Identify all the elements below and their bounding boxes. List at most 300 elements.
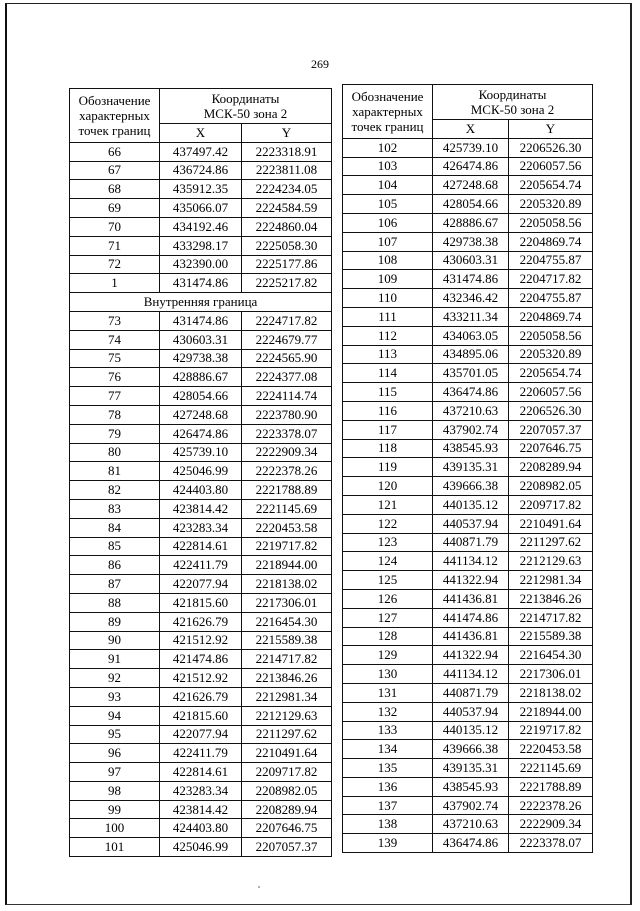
table-row bbox=[70, 763, 332, 782]
x-coordinate-cell: 424403.80 bbox=[160, 819, 242, 838]
x-coordinate-cell: 440537.94 bbox=[433, 702, 509, 721]
point-number-cell: 87 bbox=[70, 575, 160, 594]
y-coordinate-cell: 2208289.94 bbox=[509, 458, 593, 477]
x-coordinate-cell: 441474.86 bbox=[433, 608, 509, 627]
y-coordinate-cell: 2211297.62 bbox=[242, 725, 332, 744]
x-coordinate-cell: 428886.67 bbox=[433, 213, 509, 232]
table-row bbox=[343, 683, 593, 702]
y-coordinate-cell: 2215589.38 bbox=[242, 631, 332, 650]
point-number-cell: 118 bbox=[343, 439, 433, 458]
y-coordinate-cell: 2205058.56 bbox=[509, 326, 593, 345]
table-row bbox=[70, 462, 332, 481]
point-number-cell: 97 bbox=[70, 763, 160, 782]
x-coordinate-cell: 422411.79 bbox=[160, 744, 242, 763]
x-coordinate-cell: 427248.68 bbox=[433, 176, 509, 195]
x-coordinate-cell: 421626.79 bbox=[160, 612, 242, 631]
point-number-cell: 128 bbox=[343, 627, 433, 646]
table-row bbox=[70, 706, 332, 725]
x-coordinate-cell: 440871.79 bbox=[433, 683, 509, 702]
table-row bbox=[343, 740, 593, 759]
table-row bbox=[70, 537, 332, 556]
x-coordinate-cell: 431474.86 bbox=[433, 270, 509, 289]
point-number-cell: 139 bbox=[343, 834, 433, 853]
y-coordinate-cell: 2225217.82 bbox=[242, 274, 332, 293]
table-row bbox=[70, 405, 332, 424]
y-coordinate-cell: 2213846.26 bbox=[242, 669, 332, 688]
table-row bbox=[343, 702, 593, 721]
x-coordinate-cell: 423814.42 bbox=[160, 800, 242, 819]
table-row bbox=[343, 608, 593, 627]
x-coordinate-cell: 429738.38 bbox=[160, 349, 242, 368]
point-number-cell: 124 bbox=[343, 552, 433, 571]
y-coordinate-cell: 2204869.74 bbox=[509, 232, 593, 251]
point-number-cell: 138 bbox=[343, 815, 433, 834]
x-coordinate-cell: 428054.66 bbox=[433, 195, 509, 214]
y-coordinate-cell: 2224114.74 bbox=[242, 387, 332, 406]
point-number-cell: 114 bbox=[343, 364, 433, 383]
x-coordinate-cell: 425046.99 bbox=[160, 462, 242, 481]
point-number-cell: 67 bbox=[70, 161, 160, 180]
x-coordinate-cell: 438545.93 bbox=[433, 439, 509, 458]
point-number-cell: 78 bbox=[70, 405, 160, 424]
point-number-cell: 109 bbox=[343, 270, 433, 289]
x-coordinate-cell: 432390.00 bbox=[160, 255, 242, 274]
table-row bbox=[343, 646, 593, 665]
y-coordinate-cell: 2210491.64 bbox=[509, 514, 593, 533]
y-coordinate-cell: 2216454.30 bbox=[509, 646, 593, 665]
y-coordinate-cell: 2214717.82 bbox=[509, 608, 593, 627]
table-row bbox=[70, 255, 332, 274]
x-coordinate-cell: 438545.93 bbox=[433, 777, 509, 796]
point-number-cell: 98 bbox=[70, 781, 160, 800]
x-coordinate-cell: 421512.92 bbox=[160, 631, 242, 650]
point-number-cell: 105 bbox=[343, 195, 433, 214]
table-row bbox=[70, 274, 332, 293]
table-row bbox=[343, 213, 593, 232]
x-coordinate-cell: 423814.42 bbox=[160, 499, 242, 518]
x-coordinate-cell: 439135.31 bbox=[433, 759, 509, 778]
point-number-cell: 102 bbox=[343, 138, 433, 157]
y-coordinate-cell: 2224679.77 bbox=[242, 330, 332, 349]
y-coordinate-cell: 2210491.64 bbox=[242, 744, 332, 763]
point-number-cell: 120 bbox=[343, 477, 433, 496]
point-number-cell: 125 bbox=[343, 571, 433, 590]
x-coordinate-cell: 436474.86 bbox=[433, 834, 509, 853]
y-coordinate-cell: 2217306.01 bbox=[509, 665, 593, 684]
table-row bbox=[343, 289, 593, 308]
table-row bbox=[70, 631, 332, 650]
table-row bbox=[343, 665, 593, 684]
table-row bbox=[70, 518, 332, 537]
table-row bbox=[343, 458, 593, 477]
point-number-cell: 79 bbox=[70, 424, 160, 443]
table-row bbox=[343, 571, 593, 590]
x-coordinate-cell: 424403.80 bbox=[160, 481, 242, 500]
point-number-cell: 69 bbox=[70, 199, 160, 218]
table-row bbox=[343, 307, 593, 326]
x-coordinate-cell: 437210.63 bbox=[433, 401, 509, 420]
table-row bbox=[343, 721, 593, 740]
designation-header: Обозначение характерных точек границ bbox=[343, 85, 433, 139]
x-coordinate-cell: 432346.42 bbox=[433, 289, 509, 308]
y-coordinate-cell: 2221788.89 bbox=[509, 777, 593, 796]
table-row bbox=[343, 420, 593, 439]
table-row bbox=[70, 349, 332, 368]
point-number-cell: 66 bbox=[70, 142, 160, 161]
y-coordinate-cell: 2204717.82 bbox=[509, 270, 593, 289]
x-coordinate-cell: 435912.35 bbox=[160, 180, 242, 199]
x-coordinate-cell: 439135.31 bbox=[433, 458, 509, 477]
table-row bbox=[70, 142, 332, 161]
table-row bbox=[70, 368, 332, 387]
point-number-cell: 90 bbox=[70, 631, 160, 650]
y-coordinate-cell: 2207057.37 bbox=[509, 420, 593, 439]
y-coordinate-cell: 2222378.26 bbox=[242, 462, 332, 481]
point-number-cell: 82 bbox=[70, 481, 160, 500]
table-row bbox=[343, 232, 593, 251]
table-row bbox=[70, 838, 332, 857]
point-number-cell: 135 bbox=[343, 759, 433, 778]
x-coordinate-cell: 439666.38 bbox=[433, 740, 509, 759]
table-row bbox=[343, 759, 593, 778]
y-coordinate-cell: 2212981.34 bbox=[242, 687, 332, 706]
point-number-cell: 137 bbox=[343, 796, 433, 815]
point-number-cell: 121 bbox=[343, 495, 433, 514]
y-coordinate-cell: 2204755.87 bbox=[509, 251, 593, 270]
point-number-cell: 103 bbox=[343, 157, 433, 176]
y-coordinate-cell: 2224860.04 bbox=[242, 217, 332, 236]
y-coordinate-cell: 2225058.30 bbox=[242, 236, 332, 255]
point-number-cell: 89 bbox=[70, 612, 160, 631]
x-coordinate-cell: 425739.10 bbox=[433, 138, 509, 157]
table-row bbox=[343, 627, 593, 646]
y-coordinate-cell: 2205058.56 bbox=[509, 213, 593, 232]
x-coordinate-cell: 433211.34 bbox=[433, 307, 509, 326]
point-number-cell: 104 bbox=[343, 176, 433, 195]
point-number-cell: 80 bbox=[70, 443, 160, 462]
y-coordinate-cell: 2222909.34 bbox=[509, 815, 593, 834]
point-number-cell: 99 bbox=[70, 800, 160, 819]
table-row bbox=[70, 311, 332, 330]
y-coordinate-cell: 2205320.89 bbox=[509, 195, 593, 214]
x-coordinate-cell: 437902.74 bbox=[433, 420, 509, 439]
table-row bbox=[343, 533, 593, 552]
table-row bbox=[70, 781, 332, 800]
point-number-cell: 129 bbox=[343, 646, 433, 665]
y-coordinate-cell: 2204869.74 bbox=[509, 307, 593, 326]
x-column-header: X bbox=[433, 120, 509, 139]
point-number-cell: 133 bbox=[343, 721, 433, 740]
table-row bbox=[70, 330, 332, 349]
y-coordinate-cell: 2204755.87 bbox=[509, 289, 593, 308]
x-coordinate-cell: 427248.68 bbox=[160, 405, 242, 424]
table-row bbox=[70, 593, 332, 612]
x-coordinate-cell: 434192.46 bbox=[160, 217, 242, 236]
x-coordinate-cell: 428054.66 bbox=[160, 387, 242, 406]
y-column-header: Y bbox=[509, 120, 593, 139]
x-coordinate-cell: 441134.12 bbox=[433, 552, 509, 571]
x-coordinate-cell: 440871.79 bbox=[433, 533, 509, 552]
point-number-cell: 100 bbox=[70, 819, 160, 838]
table-row bbox=[343, 157, 593, 176]
point-number-cell: 96 bbox=[70, 744, 160, 763]
x-coordinate-cell: 421474.86 bbox=[160, 650, 242, 669]
y-coordinate-cell: 2221145.69 bbox=[509, 759, 593, 778]
point-number-cell: 68 bbox=[70, 180, 160, 199]
y-coordinate-cell: 2212129.63 bbox=[242, 706, 332, 725]
y-coordinate-cell: 2217306.01 bbox=[242, 593, 332, 612]
point-number-cell: 106 bbox=[343, 213, 433, 232]
x-coordinate-cell: 440135.12 bbox=[433, 495, 509, 514]
y-coordinate-cell: 2218944.00 bbox=[509, 702, 593, 721]
x-coordinate-cell: 428886.67 bbox=[160, 368, 242, 387]
point-number-cell: 93 bbox=[70, 687, 160, 706]
y-coordinate-cell: 2208982.05 bbox=[242, 781, 332, 800]
y-coordinate-cell: 2206526.30 bbox=[509, 401, 593, 420]
table-row bbox=[70, 161, 332, 180]
table-row bbox=[70, 744, 332, 763]
point-number-cell: 83 bbox=[70, 499, 160, 518]
point-number-cell: 85 bbox=[70, 537, 160, 556]
y-coordinate-cell: 2207646.75 bbox=[509, 439, 593, 458]
table-row bbox=[343, 401, 593, 420]
y-coordinate-cell: 2208289.94 bbox=[242, 800, 332, 819]
x-coordinate-cell: 421626.79 bbox=[160, 687, 242, 706]
x-coordinate-cell: 425739.10 bbox=[160, 443, 242, 462]
point-number-cell: 132 bbox=[343, 702, 433, 721]
x-coordinate-cell: 437497.42 bbox=[160, 142, 242, 161]
x-coordinate-cell: 430603.31 bbox=[160, 330, 242, 349]
x-coordinate-cell: 441436.81 bbox=[433, 589, 509, 608]
y-coordinate-cell: 2224234.05 bbox=[242, 180, 332, 199]
y-coordinate-cell: 2214717.82 bbox=[242, 650, 332, 669]
y-coordinate-cell: 2207057.37 bbox=[242, 838, 332, 857]
table-row bbox=[343, 589, 593, 608]
table-header-row bbox=[70, 89, 332, 124]
x-coordinate-cell: 426474.86 bbox=[433, 157, 509, 176]
y-coordinate-cell: 2224584.59 bbox=[242, 199, 332, 218]
x-coordinate-cell: 426474.86 bbox=[160, 424, 242, 443]
section-row bbox=[70, 293, 332, 312]
table-row bbox=[70, 387, 332, 406]
x-coordinate-cell: 440135.12 bbox=[433, 721, 509, 740]
point-number-cell: 73 bbox=[70, 311, 160, 330]
table-row bbox=[70, 575, 332, 594]
table-row bbox=[343, 195, 593, 214]
x-coordinate-cell: 437902.74 bbox=[433, 796, 509, 815]
y-coordinate-cell: 2206526.30 bbox=[509, 138, 593, 157]
point-number-cell: 72 bbox=[70, 255, 160, 274]
x-coordinate-cell: 423283.34 bbox=[160, 781, 242, 800]
point-number-cell: 88 bbox=[70, 593, 160, 612]
table-row bbox=[70, 687, 332, 706]
table-row bbox=[343, 477, 593, 496]
table-row bbox=[343, 815, 593, 834]
table-row bbox=[343, 326, 593, 345]
x-coordinate-cell: 422814.61 bbox=[160, 763, 242, 782]
table-row bbox=[70, 556, 332, 575]
point-number-cell: 127 bbox=[343, 608, 433, 627]
table-row bbox=[343, 552, 593, 571]
table-row bbox=[70, 725, 332, 744]
y-coordinate-cell: 2209717.82 bbox=[242, 763, 332, 782]
y-coordinate-cell: 2218944.00 bbox=[242, 556, 332, 575]
table-row bbox=[70, 217, 332, 236]
table-row bbox=[343, 270, 593, 289]
designation-header: Обозначение характерных точек границ bbox=[70, 89, 160, 143]
y-coordinate-cell: 2208982.05 bbox=[509, 477, 593, 496]
point-number-cell: 92 bbox=[70, 669, 160, 688]
y-coordinate-cell: 2224717.82 bbox=[242, 311, 332, 330]
x-coordinate-cell: 434063.05 bbox=[433, 326, 509, 345]
x-coordinate-cell: 441322.94 bbox=[433, 646, 509, 665]
x-coordinate-cell: 431474.86 bbox=[160, 311, 242, 330]
y-coordinate-cell: 2223780.90 bbox=[242, 405, 332, 424]
table-row bbox=[343, 796, 593, 815]
y-coordinate-cell: 2220453.58 bbox=[509, 740, 593, 759]
x-coordinate-cell: 435701.05 bbox=[433, 364, 509, 383]
point-number-cell: 130 bbox=[343, 665, 433, 684]
y-coordinate-cell: 2218138.02 bbox=[242, 575, 332, 594]
table-row bbox=[343, 777, 593, 796]
point-number-cell: 116 bbox=[343, 401, 433, 420]
table-row bbox=[70, 180, 332, 199]
table-header-row bbox=[343, 85, 593, 120]
coordinates-table-right bbox=[342, 84, 593, 853]
point-number-cell: 81 bbox=[70, 462, 160, 481]
table-row bbox=[343, 176, 593, 195]
table-row bbox=[70, 612, 332, 631]
x-coordinate-cell: 433298.17 bbox=[160, 236, 242, 255]
y-coordinate-cell: 2219717.82 bbox=[242, 537, 332, 556]
point-number-cell: 126 bbox=[343, 589, 433, 608]
x-coordinate-cell: 434895.06 bbox=[433, 345, 509, 364]
point-number-cell: 112 bbox=[343, 326, 433, 345]
table-row bbox=[343, 345, 593, 364]
table-row bbox=[70, 499, 332, 518]
y-coordinate-cell: 2213846.26 bbox=[509, 589, 593, 608]
x-coordinate-cell: 436724.86 bbox=[160, 161, 242, 180]
y-coordinate-cell: 2219717.82 bbox=[509, 721, 593, 740]
y-coordinate-cell: 2206057.56 bbox=[509, 157, 593, 176]
table-row bbox=[343, 383, 593, 402]
table-row bbox=[343, 138, 593, 157]
point-number-cell: 111 bbox=[343, 307, 433, 326]
point-number-cell: 131 bbox=[343, 683, 433, 702]
x-coordinate-cell: 429738.38 bbox=[433, 232, 509, 251]
y-coordinate-cell: 2223378.07 bbox=[242, 424, 332, 443]
point-number-cell: 110 bbox=[343, 289, 433, 308]
x-coordinate-cell: 436474.86 bbox=[433, 383, 509, 402]
x-coordinate-cell: 430603.31 bbox=[433, 251, 509, 270]
point-number-cell: 91 bbox=[70, 650, 160, 669]
point-number-cell: 77 bbox=[70, 387, 160, 406]
y-coordinate-cell: 2212129.63 bbox=[509, 552, 593, 571]
x-coordinate-cell: 441436.81 bbox=[433, 627, 509, 646]
y-coordinate-cell: 2224565.90 bbox=[242, 349, 332, 368]
y-coordinate-cell: 2215589.38 bbox=[509, 627, 593, 646]
x-coordinate-cell: 431474.86 bbox=[160, 274, 242, 293]
point-number-cell: 101 bbox=[70, 838, 160, 857]
x-coordinate-cell: 437210.63 bbox=[433, 815, 509, 834]
point-number-cell: 115 bbox=[343, 383, 433, 402]
table-row bbox=[70, 481, 332, 500]
y-coordinate-cell: 2205654.74 bbox=[509, 364, 593, 383]
point-number-cell: 108 bbox=[343, 251, 433, 270]
point-number-cell: 86 bbox=[70, 556, 160, 575]
page-number: 269 bbox=[311, 57, 329, 71]
x-coordinate-cell: 421512.92 bbox=[160, 669, 242, 688]
point-number-cell: 94 bbox=[70, 706, 160, 725]
x-column-header: X bbox=[160, 124, 242, 143]
section-title: Внутренняя граница bbox=[70, 293, 332, 312]
y-coordinate-cell: 2205320.89 bbox=[509, 345, 593, 364]
point-number-cell: 76 bbox=[70, 368, 160, 387]
table-row bbox=[343, 364, 593, 383]
coordinates-header: Координаты МСК-50 зона 2 bbox=[433, 85, 593, 120]
point-number-cell: 122 bbox=[343, 514, 433, 533]
y-coordinate-cell: 2223318.91 bbox=[242, 142, 332, 161]
point-number-cell: 75 bbox=[70, 349, 160, 368]
y-coordinate-cell: 2216454.30 bbox=[242, 612, 332, 631]
x-coordinate-cell: 435066.07 bbox=[160, 199, 242, 218]
y-coordinate-cell: 2205654.74 bbox=[509, 176, 593, 195]
table-row bbox=[70, 443, 332, 462]
y-column-header: Y bbox=[242, 124, 332, 143]
point-number-cell: 119 bbox=[343, 458, 433, 477]
y-coordinate-cell: 2218138.02 bbox=[509, 683, 593, 702]
table-row bbox=[70, 819, 332, 838]
point-number-cell: 107 bbox=[343, 232, 433, 251]
y-coordinate-cell: 2221145.69 bbox=[242, 499, 332, 518]
table-row bbox=[70, 650, 332, 669]
table-row bbox=[70, 236, 332, 255]
coordinates-header: Координаты МСК-50 зона 2 bbox=[160, 89, 332, 124]
x-coordinate-cell: 423283.34 bbox=[160, 518, 242, 537]
point-number-cell: 71 bbox=[70, 236, 160, 255]
point-number-cell: 95 bbox=[70, 725, 160, 744]
table-row bbox=[343, 251, 593, 270]
y-coordinate-cell: 2207646.75 bbox=[242, 819, 332, 838]
y-coordinate-cell: 2222909.34 bbox=[242, 443, 332, 462]
coordinates-table-left bbox=[69, 88, 332, 857]
point-number-cell: 1 bbox=[70, 274, 160, 293]
y-coordinate-cell: 2225177.86 bbox=[242, 255, 332, 274]
x-coordinate-cell: 425046.99 bbox=[160, 838, 242, 857]
table-row bbox=[343, 514, 593, 533]
table-row bbox=[70, 669, 332, 688]
y-coordinate-cell: 2220453.58 bbox=[242, 518, 332, 537]
y-coordinate-cell: 2206057.56 bbox=[509, 383, 593, 402]
y-coordinate-cell: 2221788.89 bbox=[242, 481, 332, 500]
table-row bbox=[343, 439, 593, 458]
y-coordinate-cell: 2209717.82 bbox=[509, 495, 593, 514]
point-number-cell: 84 bbox=[70, 518, 160, 537]
x-coordinate-cell: 421815.60 bbox=[160, 706, 242, 725]
point-number-cell: 136 bbox=[343, 777, 433, 796]
point-number-cell: 113 bbox=[343, 345, 433, 364]
x-coordinate-cell: 440537.94 bbox=[433, 514, 509, 533]
y-coordinate-cell: 2223378.07 bbox=[509, 834, 593, 853]
point-number-cell: 74 bbox=[70, 330, 160, 349]
y-coordinate-cell: 2223811.08 bbox=[242, 161, 332, 180]
table-row bbox=[70, 424, 332, 443]
x-coordinate-cell: 422077.94 bbox=[160, 725, 242, 744]
y-coordinate-cell: 2222378.26 bbox=[509, 796, 593, 815]
scan-speck bbox=[258, 886, 260, 888]
point-number-cell: 117 bbox=[343, 420, 433, 439]
table-row bbox=[70, 199, 332, 218]
